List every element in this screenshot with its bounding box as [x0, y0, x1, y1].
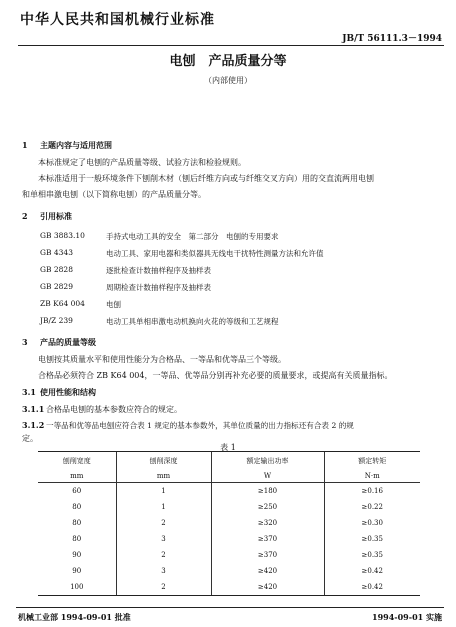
- clause-3-1-2-line-2: 定。: [22, 434, 38, 443]
- section-2-heading: 引用标准: [40, 211, 72, 221]
- table-row: [38, 563, 420, 579]
- table-cell: 1: [116, 499, 211, 515]
- ref-code: JB/Z 239: [40, 316, 73, 325]
- column-header: 额定转矩: [324, 452, 420, 470]
- table-cell: 1: [116, 483, 211, 500]
- ref-title: 电刨: [106, 300, 121, 309]
- clause-3-1-1-text: 合格品电刨的基本参数应符合的规定。: [46, 405, 182, 414]
- standard-code: JB/T 56111.3－1994: [342, 34, 442, 44]
- header-rule: [18, 45, 444, 46]
- section-1-para-2-line-1: 本标准适用于一般环境条件下刨削木材（刨后纤维方向或与纤维交叉方向）用的交直流两用电刨: [38, 174, 374, 183]
- table-cell: ≥0.35: [324, 547, 420, 563]
- section-3-para-1: 电刨按其质量水平和使用性能分为合格品、一等品和优等品三个等级。: [38, 355, 286, 364]
- header-organization: 中华人民共和国机械行业标准: [20, 12, 215, 28]
- section-2-number: 2: [22, 211, 28, 221]
- table-cell: ≥250: [211, 499, 324, 515]
- ref-code: ZB K64 004: [40, 299, 85, 308]
- footer-approved: 机械工业部 1994-09-01 批准: [18, 612, 131, 622]
- table-cell: ≥0.16: [324, 483, 420, 500]
- table-cell: 3: [116, 531, 211, 547]
- table-cell: 90: [72, 551, 82, 559]
- ref-code: GB 4343: [40, 248, 73, 257]
- footer-implemented: 1994-09-01 实施: [372, 612, 442, 622]
- table-cell: ≥370: [211, 547, 324, 563]
- clause-3-1-heading: 使用性能和结构: [40, 387, 96, 397]
- section-1-para-2-line-2: 和单相串激电刨（以下简称电刨）的产品质量分等。: [22, 190, 206, 199]
- document-subtitle: （内部使用）: [204, 76, 252, 85]
- ref-title: 电动工具、家用电器和类似器具无线电干扰特性测量方法和允许值: [106, 249, 324, 258]
- table-header-row: [38, 452, 420, 470]
- table-row: [38, 483, 420, 500]
- table-row: [38, 579, 420, 596]
- clause-3-1-1-number: 3.1.1: [22, 404, 45, 414]
- table-row: [38, 547, 420, 563]
- column-unit: W: [211, 469, 324, 483]
- table-cell: ≥420: [211, 563, 324, 579]
- column-header: 刨削宽度: [38, 452, 116, 470]
- table-cell: ≥0.42: [324, 579, 420, 596]
- footer-rule: [16, 607, 444, 608]
- ref-title: 逐批检查计数抽样程序及抽样表: [106, 266, 211, 275]
- table-cell: 2: [116, 579, 211, 596]
- section-3-heading: 产品的质量等级: [40, 337, 96, 347]
- table-cell: ≥0.22: [324, 499, 420, 515]
- section-1-heading: 主题内容与适用范围: [40, 140, 112, 150]
- table-cell: 2: [116, 547, 211, 563]
- clause-3-1-number: 3.1: [22, 387, 36, 397]
- section-1-number: 1: [22, 140, 28, 150]
- column-header: 刨削深度: [116, 452, 211, 470]
- column-header: 额定输出功率: [211, 452, 324, 470]
- section-3-para-2: 合格品必须符合 ZB K64 004，一等品、优等品分别再补充必要的质量要求，或提高有关质量指标。: [38, 371, 393, 380]
- clause-3-1-2-line-1: 一等品和优等品电刨应符合表 1 规定的基本参数外，其单位质量的出力指标还有合表 2 的规: [46, 421, 354, 430]
- table-cell: ≥370: [211, 531, 324, 547]
- ref-title: 电动工具单相串激电动机换向火花的等级和工艺规程: [106, 317, 279, 326]
- ref-code: GB 2829: [40, 282, 73, 291]
- table-row: [38, 531, 420, 547]
- table-cell: ≥420: [211, 579, 324, 596]
- table-unit-row: [38, 469, 420, 483]
- table-cell: 80: [72, 503, 82, 511]
- table-row: [38, 499, 420, 515]
- table-row: [38, 515, 420, 531]
- table-cell: ≥320: [211, 515, 324, 531]
- table-cell: 90: [72, 567, 82, 575]
- table-cell: ≥180: [211, 483, 324, 500]
- ref-code: GB 2828: [40, 265, 73, 274]
- table-cell: 80: [72, 535, 82, 543]
- table-cell: 60: [72, 487, 82, 495]
- section-3-number: 3: [22, 337, 28, 347]
- table-cell: 2: [116, 515, 211, 531]
- table-cell: 80: [72, 519, 82, 527]
- clause-3-1-2-number: 3.1.2: [22, 420, 45, 430]
- table-cell: ≥0.30: [324, 515, 420, 531]
- column-unit: N·m: [324, 469, 420, 483]
- ref-code: GB 3883.10: [40, 231, 85, 240]
- table-1-caption: 表 1: [220, 443, 236, 452]
- table-cell: 3: [116, 563, 211, 579]
- table-cell: ≥0.42: [324, 563, 420, 579]
- ref-title: 手持式电动工具的安全 第二部分 电刨的专用要求: [106, 232, 279, 241]
- table-cell: ≥0.35: [324, 531, 420, 547]
- column-unit: mm: [38, 469, 116, 483]
- table-1: [38, 451, 420, 596]
- column-unit: mm: [116, 469, 211, 483]
- document-title: 电刨 产品质量分等: [169, 54, 287, 69]
- table-cell: 100: [38, 579, 116, 596]
- ref-title: 周期检查计数抽样程序及抽样表: [106, 283, 211, 292]
- section-1-para-1: 本标准规定了电刨的产品质量等级、试验方法和检验规则。: [38, 158, 246, 167]
